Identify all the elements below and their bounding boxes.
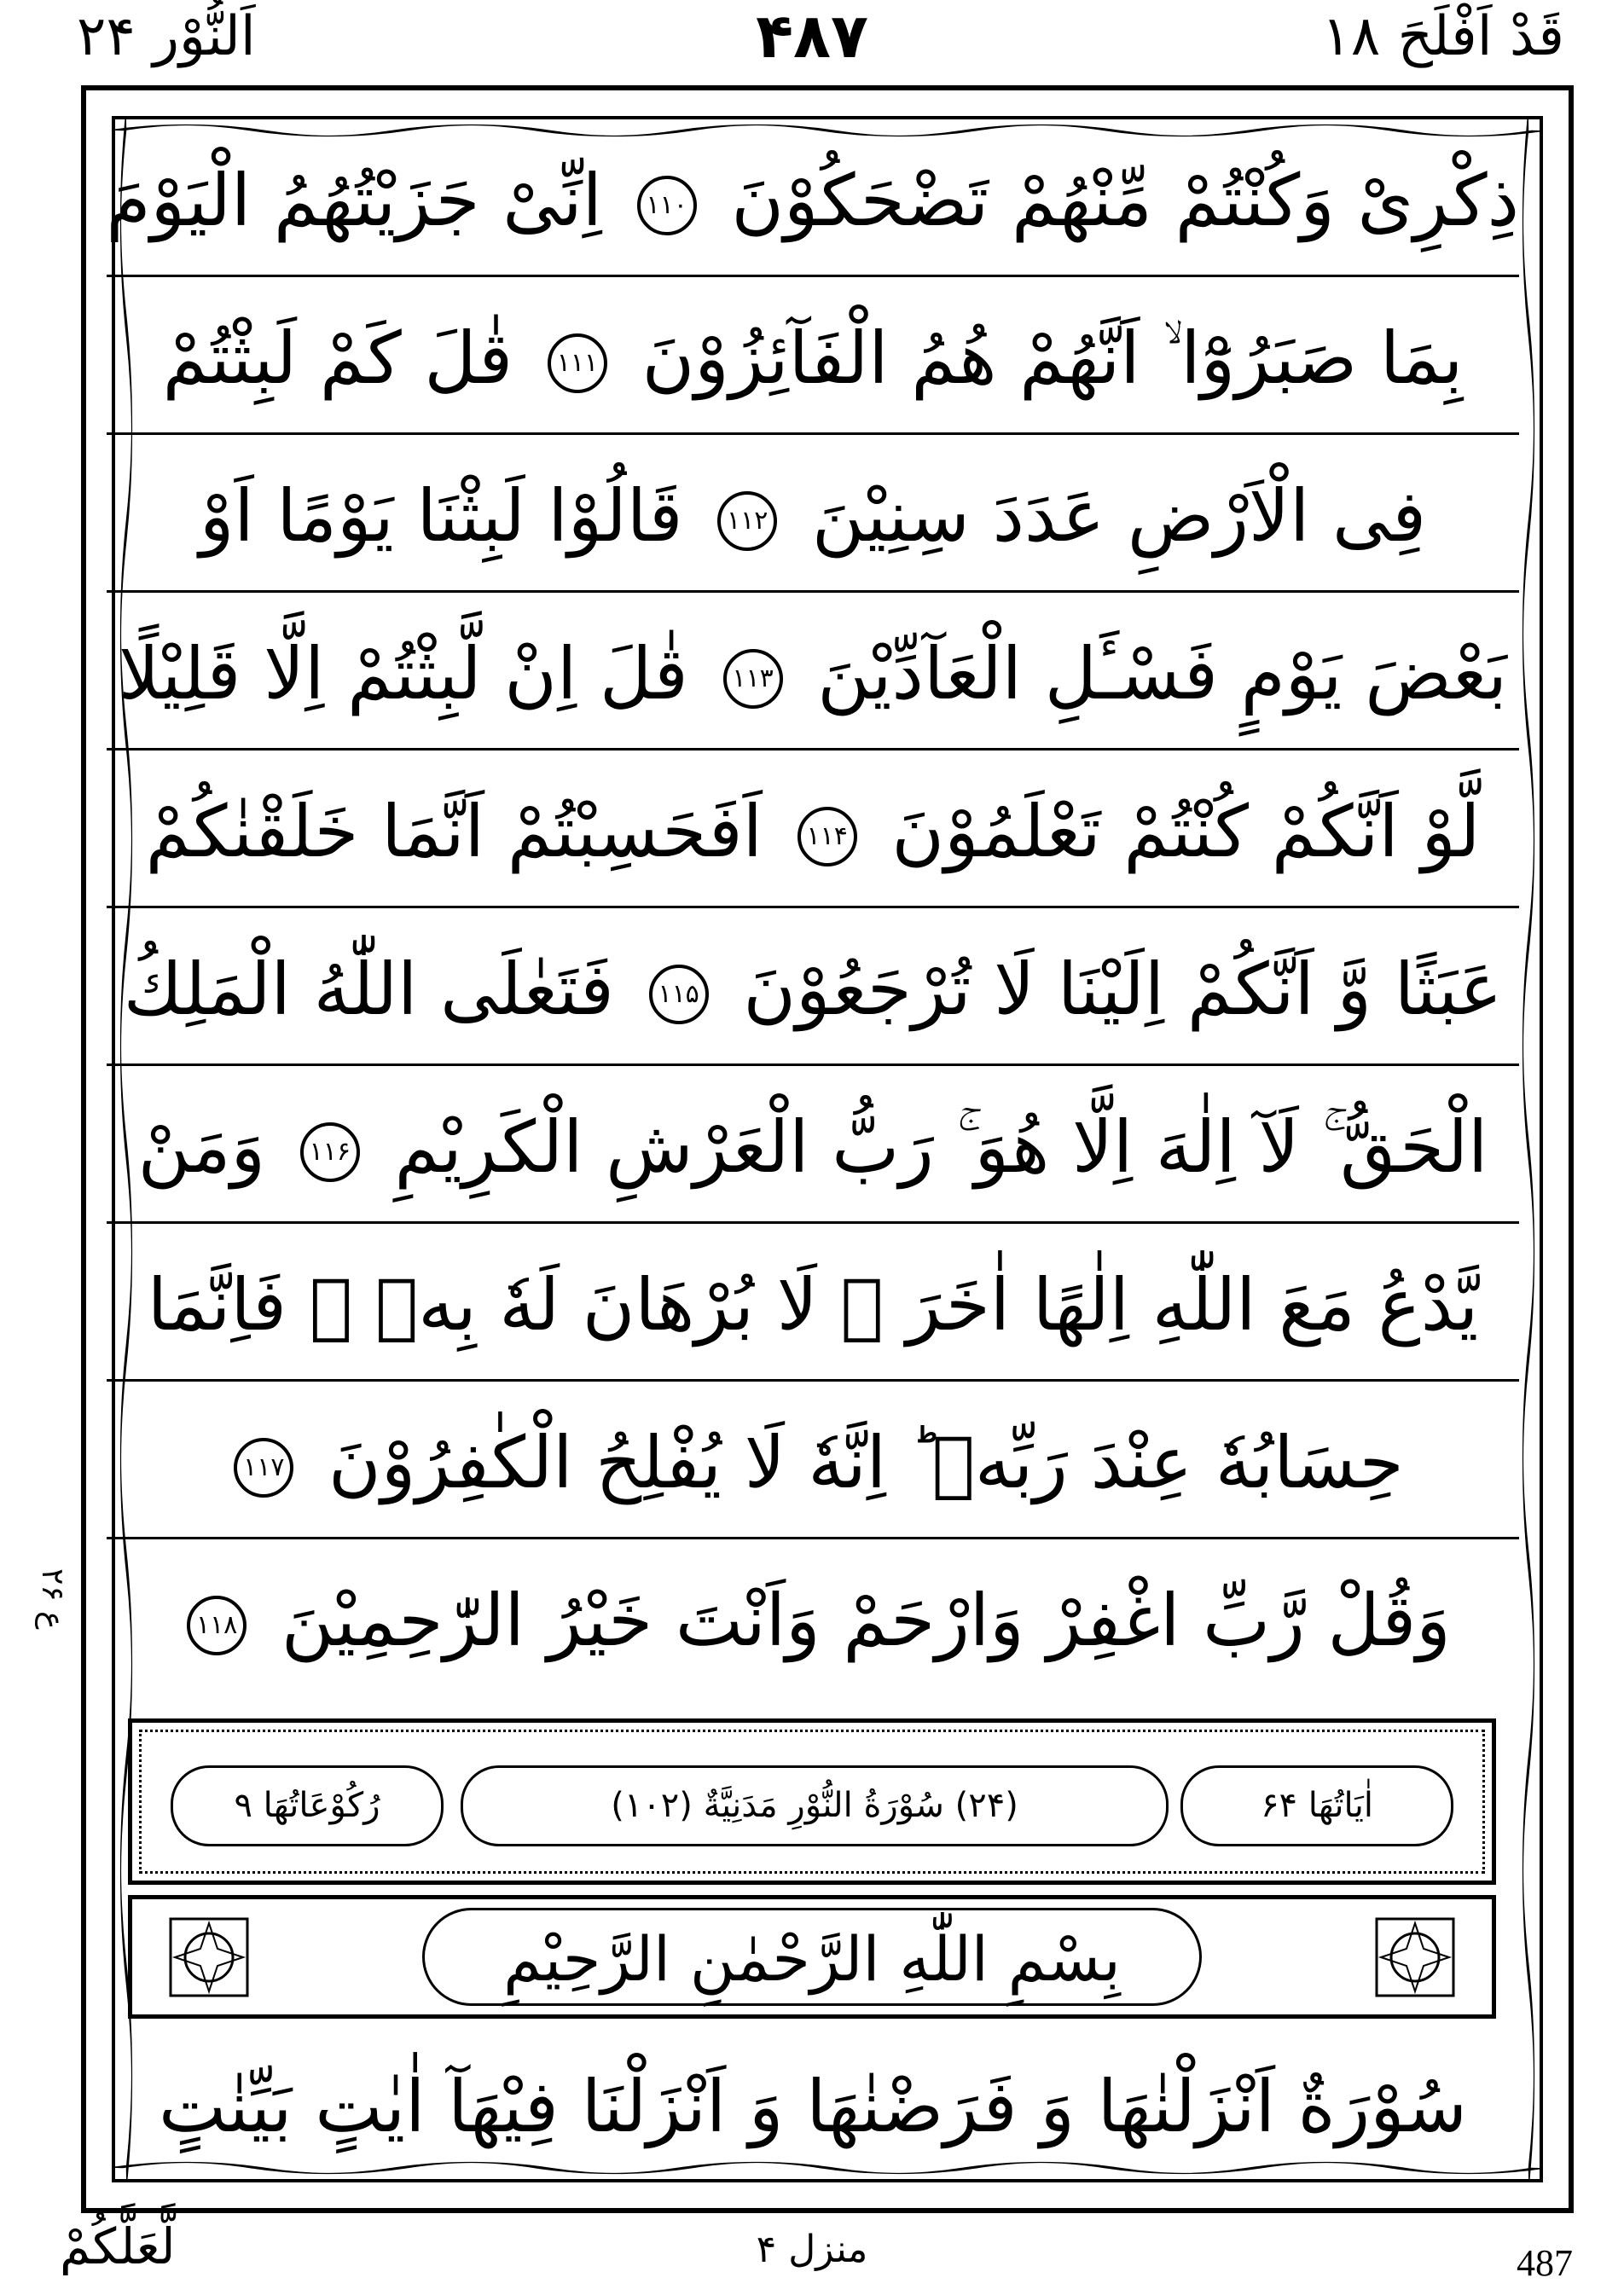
ornament-icon — [166, 1915, 252, 2000]
verse-text-continued: فَتَعٰلَى اللّٰهُ الْمَلِكُ — [123, 948, 614, 1031]
verse-text: ذِكْرِىْ وَكُنْتُمْ مِّنْهُمْ تَضْحَكُوْنَ — [731, 159, 1519, 242]
ayah-marker: ۱۱۰ — [637, 176, 697, 235]
verse-text-continued: اَفَحَسِبْتُمْ اَنَّمَا خَلَقْنٰكُمْ — [145, 790, 763, 873]
verse-text: الْحَقُّ ۚ لَآ اِلٰهَ اِلَّا هُوَ ۚ رَبُّ الْعَرْشِ الْكَرِيْمِ — [394, 1105, 1488, 1189]
ayah-marker: ۱۱۸ — [187, 1596, 246, 1655]
verse-line-1 — [107, 124, 1519, 277]
ruku-count: رُكُوْعَاتُهَا ۹ — [171, 1765, 444, 1846]
surah-header-panel — [128, 1718, 1496, 1885]
verse-text-continued: اِنِّىْ جَزَيْتُهُمُ الْيَوْمَ — [107, 159, 602, 242]
ayat-count: اٰيَاتُهَا ۶۴ — [1180, 1765, 1453, 1846]
verse-line-4 — [107, 597, 1519, 751]
verse-text-continued: قٰلَ اِنْ لَّبِثْتُمْ اِلَّا قَلِيْلًا — [118, 632, 688, 716]
verse-line-6 — [107, 913, 1519, 1066]
verse-text: وَقُلْ رَّبِّ اغْفِرْ وَارْحَمْ وَاَنْتَ خَيْرُ الرّٰحِمِيْنَ — [281, 1579, 1451, 1662]
border-pattern-right — [1517, 119, 1540, 2179]
manzil-label: منزل ۴ — [756, 2228, 868, 2271]
surah-name-header: اَلنُّوْر ۲۴ — [77, 5, 256, 68]
verse-line-9 — [107, 1386, 1519, 1539]
verse-text: سُوْرَةٌ اَنْزَلْنٰهَا وَ فَرَضْنٰهَا وَ اَنْزَلْنَا فِيْهَآ اٰيٰتٍ بَيِّنٰتٍ — [158, 2065, 1468, 2148]
ayah-marker: ۱۱۲ — [717, 491, 777, 551]
verse-text-continued: وَمَنْ — [137, 1105, 266, 1189]
ayah-marker: ۱۱۶ — [300, 1122, 360, 1182]
catchword: لَّعَلَّكُمْ — [60, 2217, 176, 2275]
ayah-marker: ۱۱۵ — [649, 965, 709, 1024]
verse-text-continued: قٰلَ كَمْ لَبِثْتُمْ — [162, 316, 513, 400]
verse-text: حِسَابُهٗ عِنْدَ رَبِّهٖ ؕ اِنَّهٗ لَا يُفْلِحُ الْكٰفِرُوْنَ — [328, 1421, 1404, 1504]
verse-text: عَبَثًا وَّ اَنَّكُمْ اِلَيْنَا لَا تُرْجَعُوْنَ — [743, 948, 1503, 1031]
verse-text: يَّدْعُ مَعَ اللّٰهِ اِلٰهًا اٰخَرَ ۙ لَا بُرْهَانَ لَهٗ بِهٖ ۙ فَاِنَّمَا — [147, 1263, 1479, 1347]
verse-line-10 — [107, 1544, 1519, 1697]
verse-line-3 — [107, 439, 1519, 593]
verse-text: لَّوْ اَنَّكُمْ كُنْتُمْ تَعْلَمُوْنَ — [891, 790, 1481, 873]
page-number: 487 — [1517, 2242, 1573, 2284]
ayah-marker: ۱۱۴ — [798, 807, 857, 866]
verse-text: فِى الْاَرْضِ عَدَدَ سِنِيْنَ — [811, 474, 1427, 558]
bismillah: بِسْمِ اللّٰهِ الرَّحْمٰنِ الرَّحِيْمِ — [422, 1908, 1202, 2006]
verse-line-7 — [107, 1070, 1519, 1224]
verse-line-5 — [107, 755, 1519, 908]
verse-text-continued: قَالُوْا لَبِثْنَا يَوْمًا اَوْ — [199, 474, 683, 558]
ayah-marker: ۱۱۱ — [548, 333, 607, 393]
juz-name: قَدْ اَفْلَحَ ۱۸ — [1321, 5, 1564, 68]
ayah-marker: ۱۱۳ — [723, 649, 783, 709]
ornament-icon — [1372, 1915, 1458, 2000]
bismillah-panel — [128, 1895, 1496, 2019]
verse-line-2 — [107, 281, 1519, 435]
ruku-margin-mark: ع ۲۶ — [35, 1568, 70, 1630]
ayah-marker: ۱۱۷ — [234, 1438, 293, 1498]
surah-title: (۲۴) سُوْرَةُ النُّوْرِ مَدَنِيَّةٌ (۱۰۲) — [461, 1765, 1169, 1846]
verse-line-8 — [107, 1228, 1519, 1382]
verse-text: بَعْضَ يَوْمٍ فَسْـَٔلِ الْعَآدِّيْنَ — [817, 632, 1508, 716]
verse-line-final — [107, 2030, 1519, 2183]
page-number-arabic: ۴۸۷ — [756, 0, 868, 72]
verse-text: بِمَا صَبَرُوْٓا ۙ اَنَّهُمْ هُمُ الْفَآئِزُوْنَ — [641, 316, 1464, 400]
